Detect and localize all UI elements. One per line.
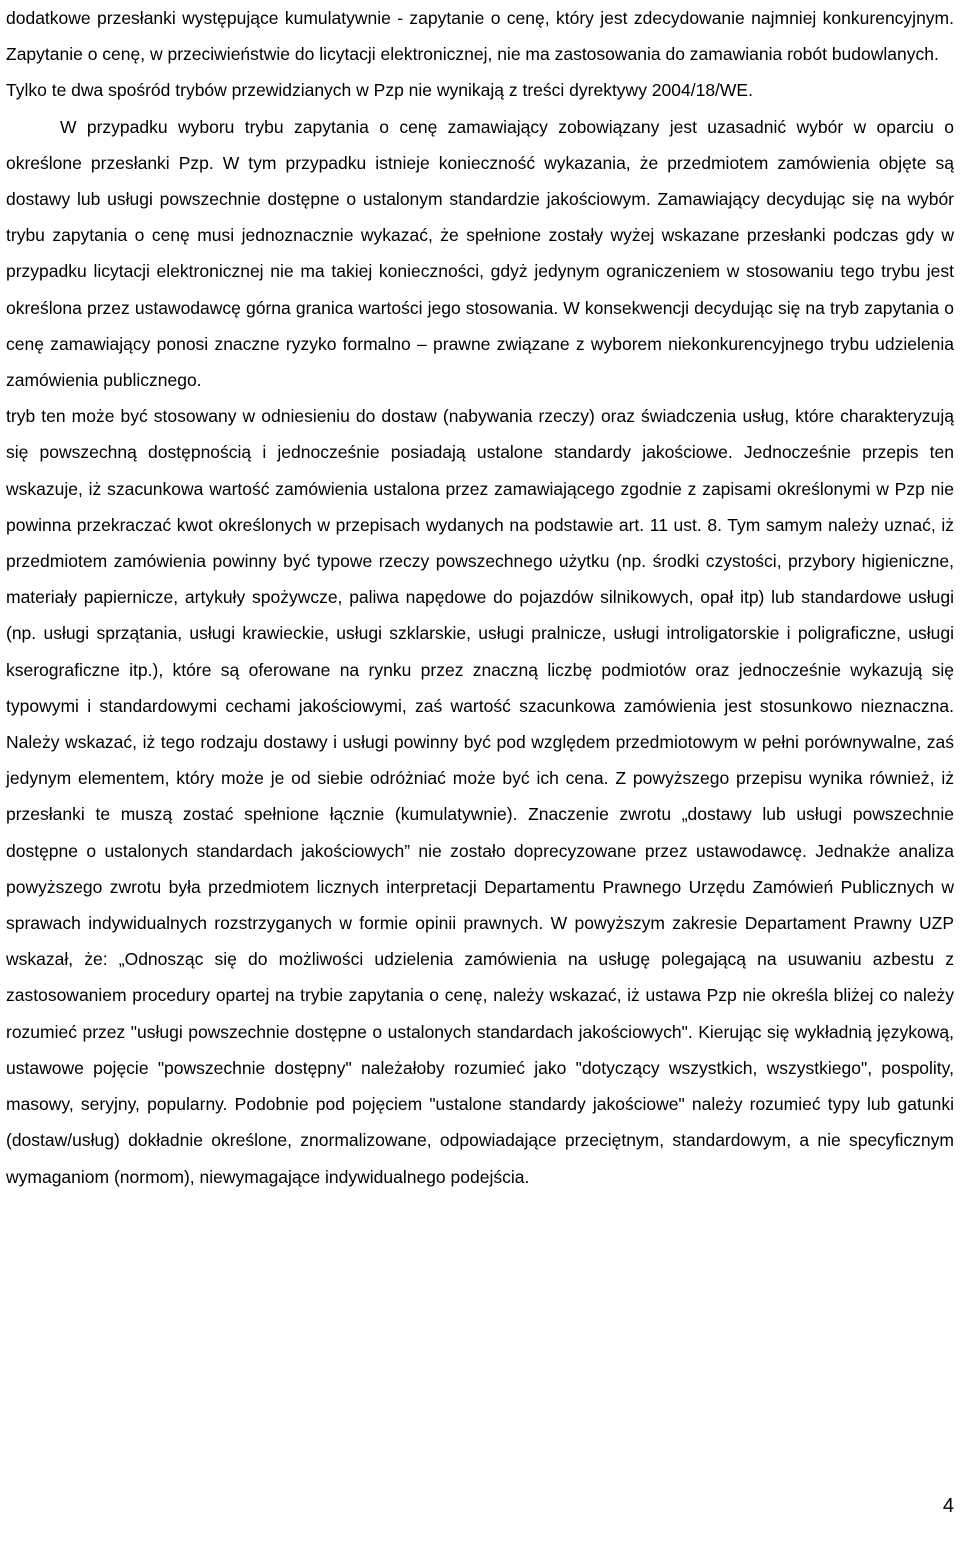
paragraph-4: tryb ten może być stosowany w odniesieniu do dostaw (nabywania rzeczy) oraz świadczenia usług, które charakteryzują się powszechną dostępnością i jednocześnie posiadają ustalone standardy jakościowe. Jednocześnie przepis ten wskazuje, iż szacunkowa wartość zamówienia ustalona przez zamawiającego zgodnie z zapisami określonymi w Pzp nie powinna przekraczać kwot określonych w przepisach wydanych na podstawie art. 11 ust. 8. Tym samym należy uznać, iż przedmiotem zamówienia powinny być typowe rzeczy powszechnego użytku (np. środki czystości, przybory higieniczne, materiały papiernicze, artykuły spożywcze, paliwa napędowe do pojazdów silnikowych, opał itp) lub standardowe usługi (np. usługi sprzątania, usługi krawieckie, usługi szklarskie, usługi pralnicze, usługi introligatorskie i poligraficzne, usługi kserograficzne itp.), które są oferowane na rynku przez znaczną liczbę podmiotów oraz jednocześnie wykazują się typowymi i standardowymi cechami jakościowymi, zaś wartość szacunkowa zamówienia jest stosunkowo nieznaczna. Należy wskazać, iż tego rodzaju dostawy i usługi powinny być pod względem przedmiotowym w pełni porównywalne, zaś jedynym elementem, który może je od siebie odróżniać może być ich cena. Z powyższego przepisu wynika również, iż przesłanki te muszą zostać spełnione łącznie (kumulatywnie). Znaczenie zwrotu „dostawy lub usługi powszechnie dostępne o ustalonych standardach jakościowych” nie zostało doprecyzowane przez ustawodawcę. Jednakże analiza powyższego zwrotu była przedmiotem licznych interpretacji Departamentu Prawnego Urzędu Zamówień Publicznych w sprawach indywidualnych rozstrzyganych w formie opinii prawnych. W powyższym zakresie Departament Prawny UZP wskazał, że: „Odnosząc się do możliwości udzielenia zamówienia na usługę polegającą na usuwaniu azbestu z zastosowaniem procedury opartej na trybie zapytania o cenę, należy wskazać, iż ustawa Pzp nie określa bliżej co należy rozumieć przez "usługi powszechnie dostępne o ustalonych standardach jakościowych". Kierując się wykładnią językową, ustawowe pojęcie "powszechnie dostępny" należałoby rozumieć jako "dotyczący wszystkich, wszystkiego", pospolity, masowy, seryjny, popularny. Podobnie pod pojęciem "ustalone standardy jakościowe" należy rozumieć typy lub gatunki (dostaw/usług) dokładnie określone, znormalizowane, odpowiadające przeciętnym, standardowym, a nie specyficznym wymaganiom (normom), niewymagające indywidualnego podejścia. (6, 406, 954, 1187)
paragraph-1: dodatkowe przesłanki występujące kumulatywnie - zapytanie o cenę, który jest zdecydowanie najmniej konkurencyjnym. Zapytanie o cenę, w przeciwieństwie do licytacji elektronicznej, nie ma zastosowania do zamawiania robót budowlanych. (6, 8, 954, 65)
paragraph-3: W przypadku wyboru trybu zapytania o cenę zamawiający zobowiązany jest uzasadnić wybór w oparciu o określone przesłanki Pzp. W tym przypadku istnieje konieczność wykazania, że przedmiotem zamówienia objęte są dostawy lub usługi powszechnie dostępne o ustalonym standardzie jakościowym. Zamawiający decydując się na wybór trybu zapytania o cenę musi jednoznacznie wykazać, że spełnione zostały wyżej wskazane przesłanki podczas gdy w przypadku licytacji elektronicznej nie ma takiej konieczności, gdyż jedynym ograniczeniem w stosowaniu tego trybu jest określona przez ustawodawcę górna granica wartości jego stosowania. W konsekwencji decydując się na tryb zapytania o cenę zamawiający ponosi znaczne ryzyko formalno – prawne związane z wyborem niekonkurencyjnego trybu udzielenia zamówienia publicznego. (6, 116, 954, 391)
body-text (6, 0, 954, 1195)
page-number: 4 (942, 1495, 954, 1517)
paragraph-2: Tylko te dwa spośród trybów przewidzianych w Pzp nie wynikają z treści dyrektywy 2004/18/WE. (6, 80, 753, 101)
